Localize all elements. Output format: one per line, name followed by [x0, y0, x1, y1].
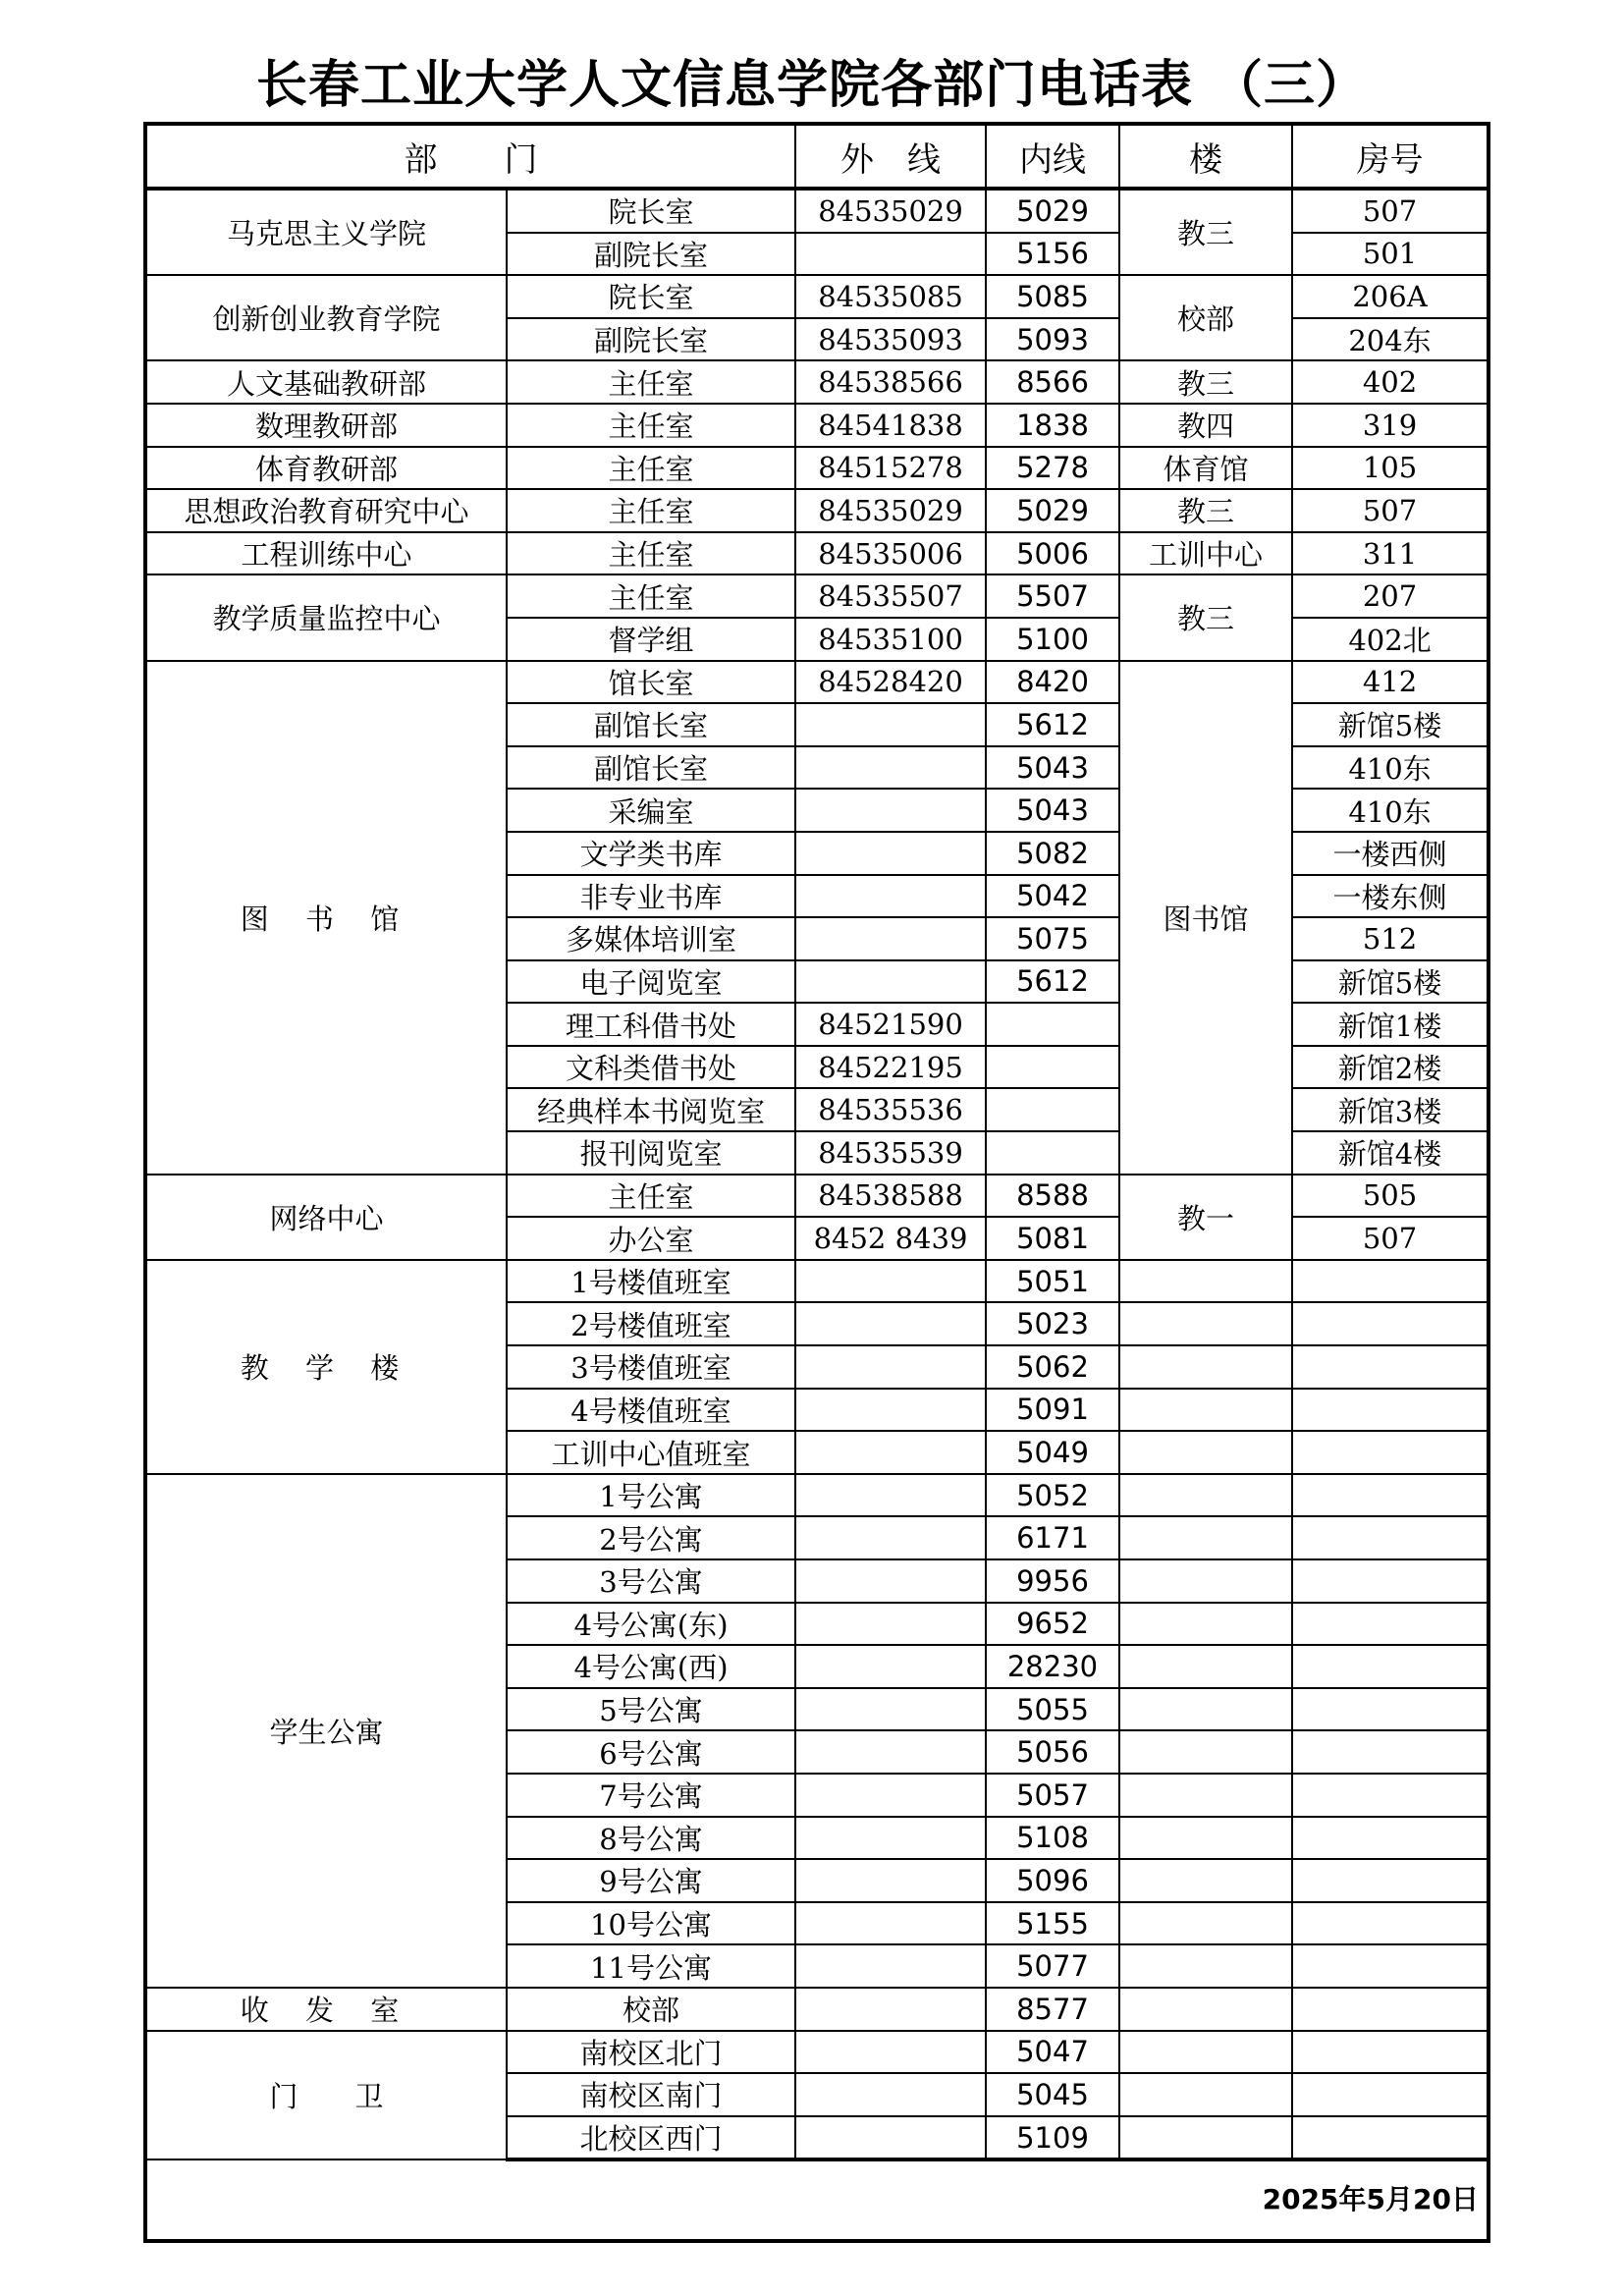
room-number: 512	[1292, 917, 1487, 960]
external-number	[795, 1902, 986, 1945]
room-number: 新馆1楼	[1292, 1003, 1487, 1046]
office-name: 8号公寓	[507, 1817, 795, 1860]
office-name: 2号楼值班室	[507, 1302, 795, 1345]
room-number	[1292, 2116, 1487, 2160]
external-number	[795, 1774, 986, 1817]
department-name: 教 学 楼	[147, 1260, 507, 1474]
office-name: 11号公寓	[507, 1944, 795, 1988]
external-number	[795, 917, 986, 960]
building-name	[1119, 1944, 1292, 1988]
internal-number: 5043	[986, 789, 1119, 832]
external-number	[795, 2031, 986, 2074]
internal-number	[986, 1088, 1119, 1131]
table-row	[147, 1474, 1487, 1517]
room-number	[1292, 1774, 1487, 1817]
office-name: 主任室	[507, 489, 795, 532]
office-name: 北校区西门	[507, 2116, 795, 2160]
department-name: 网络中心	[147, 1175, 507, 1260]
external-number: 8452 8439	[795, 1217, 986, 1260]
building-name	[1119, 1260, 1292, 1303]
office-name: 2号公寓	[507, 1516, 795, 1559]
internal-number: 5085	[986, 275, 1119, 318]
external-number	[795, 960, 986, 1004]
office-name: 理工科借书处	[507, 1003, 795, 1046]
internal-number: 5093	[986, 318, 1119, 361]
department-name: 数理教研部	[147, 404, 507, 447]
external-number	[795, 1645, 986, 1688]
office-name: 文学类书库	[507, 832, 795, 875]
department-name: 图 书 馆	[147, 661, 507, 1175]
header-dept: 部 门	[147, 126, 795, 189]
office-name: 3号公寓	[507, 1559, 795, 1603]
building-name	[1119, 1817, 1292, 1860]
room-number: 501	[1292, 233, 1487, 276]
header-building: 楼	[1119, 126, 1292, 189]
external-number	[795, 1302, 986, 1345]
internal-number: 5057	[986, 1774, 1119, 1817]
office-name: 1号公寓	[507, 1474, 795, 1517]
room-number: 新馆4楼	[1292, 1131, 1487, 1175]
building-name: 教一	[1119, 1175, 1292, 1260]
external-number: 84538588	[795, 1175, 986, 1218]
internal-number	[986, 1131, 1119, 1175]
building-name	[1119, 1902, 1292, 1945]
building-name: 教三	[1119, 489, 1292, 532]
room-number: 311	[1292, 532, 1487, 575]
building-name	[1119, 1859, 1292, 1902]
office-name: 非专业书库	[507, 875, 795, 918]
room-number	[1292, 1345, 1487, 1389]
department-name: 门 卫	[147, 2031, 507, 2160]
external-number: 84522195	[795, 1046, 986, 1089]
office-name: 7号公寓	[507, 1774, 795, 1817]
office-name: 报刊阅览室	[507, 1131, 795, 1175]
building-name	[1119, 1603, 1292, 1646]
room-number	[1292, 2031, 1487, 2074]
building-name	[1119, 1389, 1292, 1432]
office-name: 主任室	[507, 532, 795, 575]
office-name: 副馆长室	[507, 746, 795, 790]
external-number	[795, 789, 986, 832]
internal-number: 8588	[986, 1175, 1119, 1218]
room-number: 204东	[1292, 318, 1487, 361]
header-external: 外 线	[795, 126, 986, 189]
department-name: 创新创业教育学院	[147, 275, 507, 360]
external-number	[795, 1559, 986, 1603]
internal-number: 5055	[986, 1688, 1119, 1731]
internal-number: 1838	[986, 404, 1119, 447]
office-name: 主任室	[507, 1175, 795, 1218]
table-row	[147, 189, 1487, 233]
internal-number: 5278	[986, 447, 1119, 490]
table-row	[147, 447, 1487, 490]
building-name	[1119, 2031, 1292, 2074]
internal-number: 9956	[986, 1559, 1119, 1603]
internal-number: 5045	[986, 2073, 1119, 2116]
internal-number: 5156	[986, 233, 1119, 276]
room-number	[1292, 1688, 1487, 1731]
table-row	[147, 404, 1487, 447]
building-name: 教三	[1119, 574, 1292, 660]
internal-number: 5023	[986, 1302, 1119, 1345]
office-name: 南校区北门	[507, 2031, 795, 2074]
room-number: 新馆5楼	[1292, 960, 1487, 1004]
internal-number: 5077	[986, 1944, 1119, 1988]
table-row	[147, 2031, 1487, 2074]
room-number	[1292, 1988, 1487, 2031]
room-number	[1292, 1516, 1487, 1559]
external-number: 84535100	[795, 618, 986, 661]
room-number: 新馆2楼	[1292, 1046, 1487, 1089]
external-number: 84535536	[795, 1088, 986, 1131]
building-name: 教三	[1119, 360, 1292, 404]
table-row	[147, 489, 1487, 532]
footer-date: 2025年5月20日	[1262, 2183, 1479, 2215]
building-name	[1119, 1345, 1292, 1389]
internal-number: 5062	[986, 1345, 1119, 1389]
external-number: 84515278	[795, 447, 986, 490]
external-number	[795, 832, 986, 875]
internal-number: 5043	[986, 746, 1119, 790]
office-name: 主任室	[507, 404, 795, 447]
internal-number: 5109	[986, 2116, 1119, 2160]
internal-number: 5108	[986, 1817, 1119, 1860]
room-number	[1292, 1902, 1487, 1945]
header-room: 房号	[1292, 126, 1487, 189]
office-name: 校部	[507, 1988, 795, 2031]
building-name	[1119, 1730, 1292, 1774]
external-number	[795, 1345, 986, 1389]
building-name	[1119, 1302, 1292, 1345]
external-number: 84535029	[795, 489, 986, 532]
room-number: 206A	[1292, 275, 1487, 318]
office-name: 9号公寓	[507, 1859, 795, 1902]
room-number	[1292, 1730, 1487, 1774]
room-number: 207	[1292, 574, 1487, 618]
office-name: 主任室	[507, 574, 795, 618]
external-number	[795, 746, 986, 790]
room-number	[1292, 1302, 1487, 1345]
table-row	[147, 574, 1487, 618]
external-number	[795, 1431, 986, 1474]
external-number	[795, 1817, 986, 1860]
header-row	[147, 126, 1487, 189]
office-name: 采编室	[507, 789, 795, 832]
internal-number: 8577	[986, 1988, 1119, 2031]
office-name: 电子阅览室	[507, 960, 795, 1004]
external-number	[795, 233, 986, 276]
table-row	[147, 1175, 1487, 1218]
room-number: 507	[1292, 189, 1487, 233]
room-number	[1292, 1944, 1487, 1988]
external-number	[795, 1859, 986, 1902]
building-name	[1119, 1559, 1292, 1603]
building-name	[1119, 2116, 1292, 2160]
external-number	[795, 1988, 986, 2031]
building-name	[1119, 1431, 1292, 1474]
building-name	[1119, 1474, 1292, 1517]
room-number: 410东	[1292, 789, 1487, 832]
internal-number: 5082	[986, 832, 1119, 875]
office-name: 南校区南门	[507, 2073, 795, 2116]
department-name: 思想政治教育研究中心	[147, 489, 507, 532]
office-name: 主任室	[507, 447, 795, 490]
internal-number: 8420	[986, 661, 1119, 704]
room-number: 402北	[1292, 618, 1487, 661]
external-number	[795, 875, 986, 918]
room-number	[1292, 1859, 1487, 1902]
external-number	[795, 1730, 986, 1774]
external-number: 84535507	[795, 574, 986, 618]
department-name: 马克思主义学院	[147, 189, 507, 275]
external-number	[795, 1474, 986, 1517]
internal-number: 9652	[986, 1603, 1119, 1646]
external-number	[795, 1603, 986, 1646]
office-name: 院长室	[507, 275, 795, 318]
office-name: 办公室	[507, 1217, 795, 1260]
building-name: 教四	[1119, 404, 1292, 447]
room-number	[1292, 1260, 1487, 1303]
room-number: 402	[1292, 360, 1487, 404]
external-number	[795, 703, 986, 746]
room-number	[1292, 1474, 1487, 1517]
office-name: 4号楼值班室	[507, 1389, 795, 1432]
internal-number: 5051	[986, 1260, 1119, 1303]
building-name: 校部	[1119, 275, 1292, 360]
external-number	[795, 1516, 986, 1559]
office-name: 10号公寓	[507, 1902, 795, 1945]
room-number: 105	[1292, 447, 1487, 490]
office-name: 文科类借书处	[507, 1046, 795, 1089]
department-name: 收 发 室	[147, 1988, 507, 2031]
external-number: 84535093	[795, 318, 986, 361]
room-number	[1292, 1645, 1487, 1688]
building-name	[1119, 1774, 1292, 1817]
room-number	[1292, 1431, 1487, 1474]
room-number: 410东	[1292, 746, 1487, 790]
table-body	[147, 189, 1487, 2159]
table-row	[147, 1260, 1487, 1303]
external-number	[795, 1944, 986, 1988]
room-number: 412	[1292, 661, 1487, 704]
department-name: 工程训练中心	[147, 532, 507, 575]
office-name: 副馆长室	[507, 703, 795, 746]
department-name: 体育教研部	[147, 447, 507, 490]
building-name: 教三	[1119, 189, 1292, 275]
page-title: 长春工业大学人文信息学院各部门电话表 （三）	[255, 56, 1369, 115]
table-row	[147, 1988, 1487, 2031]
internal-number: 5075	[986, 917, 1119, 960]
office-name: 经典样本书阅览室	[507, 1088, 795, 1131]
room-number: 新馆3楼	[1292, 1088, 1487, 1131]
phone-directory-sheet	[143, 122, 1490, 2243]
internal-number: 5047	[986, 2031, 1119, 2074]
room-number: 505	[1292, 1175, 1487, 1218]
table-row	[147, 532, 1487, 575]
internal-number: 5507	[986, 574, 1119, 618]
room-number: 一楼东侧	[1292, 875, 1487, 918]
office-name: 院长室	[507, 189, 795, 233]
internal-number: 5091	[986, 1389, 1119, 1432]
office-name: 1号楼值班室	[507, 1260, 795, 1303]
room-number: 一楼西侧	[1292, 832, 1487, 875]
external-number	[795, 2073, 986, 2116]
external-number	[795, 1389, 986, 1432]
office-name: 3号楼值班室	[507, 1345, 795, 1389]
internal-number: 5006	[986, 532, 1119, 575]
internal-number: 5096	[986, 1859, 1119, 1902]
office-name: 6号公寓	[507, 1730, 795, 1774]
building-name	[1119, 1516, 1292, 1559]
external-number: 84528420	[795, 661, 986, 704]
external-number: 84521590	[795, 1003, 986, 1046]
office-name: 副院长室	[507, 318, 795, 361]
internal-number: 5029	[986, 189, 1119, 233]
department-name: 学生公寓	[147, 1474, 507, 1988]
external-number: 84535085	[795, 275, 986, 318]
room-number: 新馆5楼	[1292, 703, 1487, 746]
department-name: 教学质量监控中心	[147, 574, 507, 660]
internal-number: 6171	[986, 1516, 1119, 1559]
internal-number: 5056	[986, 1730, 1119, 1774]
building-name	[1119, 1645, 1292, 1688]
table-row	[147, 360, 1487, 404]
room-number: 507	[1292, 1217, 1487, 1260]
office-name: 4号公寓(东)	[507, 1603, 795, 1646]
external-number: 84535006	[795, 532, 986, 575]
building-name	[1119, 2073, 1292, 2116]
internal-number	[986, 1046, 1119, 1089]
building-name: 体育馆	[1119, 447, 1292, 490]
building-name: 工训中心	[1119, 532, 1292, 575]
office-name: 督学组	[507, 618, 795, 661]
office-name: 多媒体培训室	[507, 917, 795, 960]
office-name: 馆长室	[507, 661, 795, 704]
room-number	[1292, 1559, 1487, 1603]
internal-number: 5042	[986, 875, 1119, 918]
external-number: 84538566	[795, 360, 986, 404]
external-number: 84541838	[795, 404, 986, 447]
building-name	[1119, 1688, 1292, 1731]
office-name: 副院长室	[507, 233, 795, 276]
office-name: 主任室	[507, 360, 795, 404]
internal-number: 5049	[986, 1431, 1119, 1474]
external-number	[795, 2116, 986, 2160]
room-number	[1292, 1817, 1487, 1860]
internal-number: 5081	[986, 1217, 1119, 1260]
header-internal: 内线	[986, 126, 1119, 189]
external-number	[795, 1260, 986, 1303]
internal-number	[986, 1003, 1119, 1046]
internal-number: 28230	[986, 1645, 1119, 1688]
internal-number: 5155	[986, 1902, 1119, 1945]
internal-number: 5100	[986, 618, 1119, 661]
internal-number: 5029	[986, 489, 1119, 532]
internal-number: 5052	[986, 1474, 1119, 1517]
phone-table	[147, 126, 1487, 2161]
office-name: 4号公寓(西)	[507, 1645, 795, 1688]
room-number	[1292, 2073, 1487, 2116]
internal-number: 5612	[986, 703, 1119, 746]
building-name	[1119, 1988, 1292, 2031]
internal-number: 5612	[986, 960, 1119, 1004]
department-name: 人文基础教研部	[147, 360, 507, 404]
external-number: 84535539	[795, 1131, 986, 1175]
building-name: 图书馆	[1119, 661, 1292, 1175]
table-row	[147, 661, 1487, 704]
room-number	[1292, 1389, 1487, 1432]
room-number: 507	[1292, 489, 1487, 532]
room-number	[1292, 1603, 1487, 1646]
room-number: 319	[1292, 404, 1487, 447]
internal-number: 8566	[986, 360, 1119, 404]
office-name: 工训中心值班室	[507, 1431, 795, 1474]
table-row	[147, 275, 1487, 318]
external-number: 84535029	[795, 189, 986, 233]
external-number	[795, 1688, 986, 1731]
office-name: 5号公寓	[507, 1688, 795, 1731]
